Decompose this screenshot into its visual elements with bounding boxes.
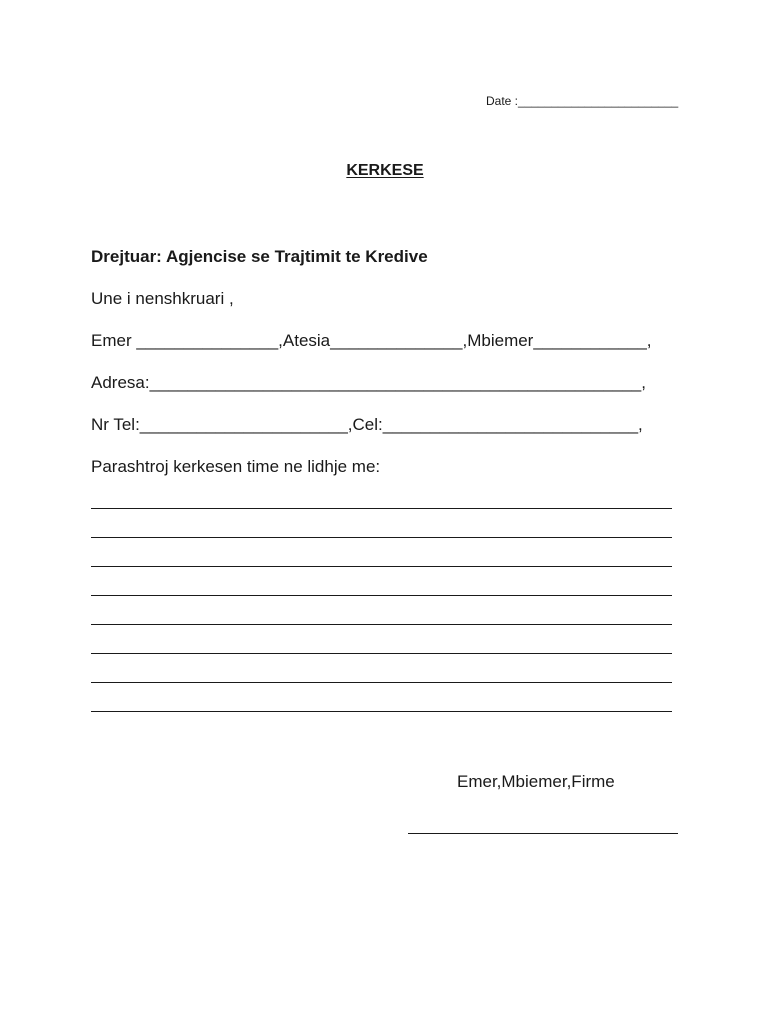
signature-line <box>408 833 678 834</box>
request-blank-line <box>91 683 672 712</box>
date-line: Date :________________________ <box>486 94 679 108</box>
address-field-row: Adresa:____________________________________________________, <box>91 373 646 392</box>
request-blank-lines <box>91 480 672 712</box>
addressee-line: Drejtuar: Agjencise se Trajtimit te Kredive <box>91 247 428 266</box>
request-blank-line <box>91 567 672 596</box>
signer-intro: Une i nenshkruari , <box>91 289 234 308</box>
request-blank-line <box>91 625 672 654</box>
request-blank-line <box>91 596 672 625</box>
signature-label: Emer,Mbiemer,Firme <box>457 772 615 791</box>
request-intro: Parashtroj kerkesen time ne lidhje me: <box>91 457 381 476</box>
request-blank-line <box>91 480 672 509</box>
request-blank-line <box>91 509 672 538</box>
name-fields-row: Emer _______________,Atesia______________,Mbiemer____________, <box>91 331 652 350</box>
request-blank-line <box>91 654 672 683</box>
document-title: KERKESE <box>346 162 424 179</box>
phone-fields-row: Nr Tel:______________________,Cel:___________________________, <box>91 415 643 434</box>
request-blank-line <box>91 538 672 567</box>
